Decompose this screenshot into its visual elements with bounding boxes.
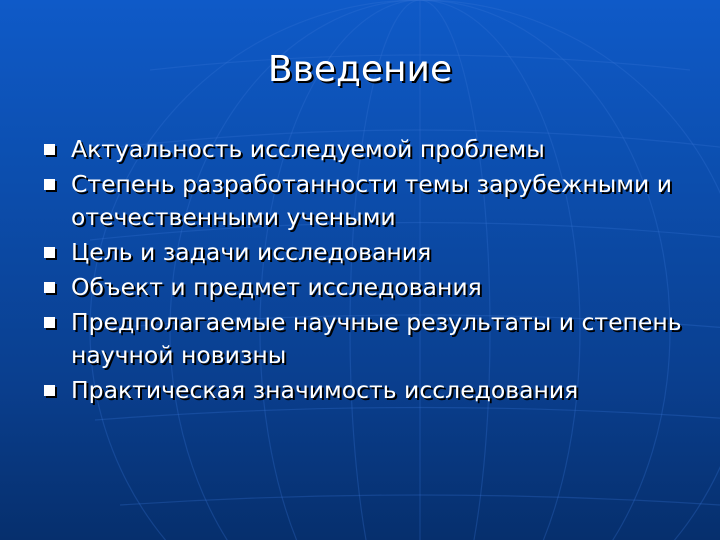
square-bullet-icon (44, 282, 55, 293)
bullet-item (44, 236, 694, 269)
bullet-item (44, 306, 694, 372)
bullet-list (44, 133, 694, 409)
square-bullet-icon (44, 179, 55, 190)
slide-title: Введение (267, 49, 453, 90)
bullet-text: Актуальность исследуемой проблемы (71, 135, 545, 163)
square-bullet-icon (44, 144, 55, 155)
square-bullet-icon (44, 247, 55, 258)
bullet-text: Цель и задачи исследования (71, 238, 432, 266)
bullet-item (44, 168, 694, 234)
bullet-item (44, 271, 694, 304)
bullet-item (44, 374, 694, 407)
bullet-text: Объект и предмет исследования (71, 273, 482, 301)
bullet-item (44, 133, 694, 166)
bullet-text: Степень разработанности темы зарубежными и отечественными учеными (71, 170, 673, 231)
bullet-text: Практическая значимость исследования (71, 376, 579, 404)
square-bullet-icon (44, 385, 55, 396)
square-bullet-icon (44, 317, 55, 328)
bullet-text: Предполагаемые научные результаты и степень научной новизны (71, 308, 682, 369)
